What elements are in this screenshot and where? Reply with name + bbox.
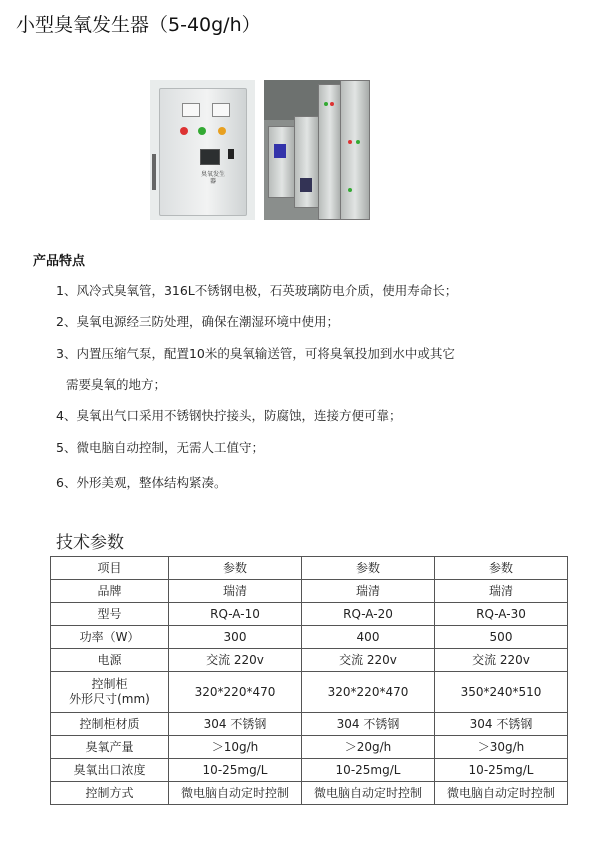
table-cell: 500 xyxy=(435,626,568,649)
ozone-generator-cabinet-photo xyxy=(150,80,255,220)
table-cell: 320*220*470 xyxy=(169,672,302,713)
table-row xyxy=(51,626,568,649)
table-cell: 微电脑自动定时控制 xyxy=(435,782,568,805)
table-cell: 300 xyxy=(169,626,302,649)
table-cell: 交流 220v xyxy=(302,649,435,672)
row-label-line: 控制柜 xyxy=(91,677,128,691)
indicator-lamp-icon xyxy=(356,140,360,144)
feature-item: 4、臭氧出气口采用不锈钢快拧接头，防腐蚀，连接方便可靠； xyxy=(56,408,402,423)
table-cell: 10-25mg/L xyxy=(302,759,435,782)
gauge-icon xyxy=(212,103,230,117)
header-cell: 参数 xyxy=(302,557,435,580)
table-cell: 瑞清 xyxy=(435,580,568,603)
feature-item: 2、臭氧电源经三防处理，确保在潮湿环境中使用； xyxy=(56,314,339,329)
table-cell: 微电脑自动定时控制 xyxy=(169,782,302,805)
table-row xyxy=(51,759,568,782)
gauge-icon xyxy=(182,103,200,117)
indicator-lamp-icon xyxy=(348,188,352,192)
table-cell: 交流 220v xyxy=(169,649,302,672)
feature-item: 需要臭氧的地方； xyxy=(66,377,167,392)
features-heading: 产品特点 xyxy=(33,254,86,269)
cabinet-unit xyxy=(340,80,370,220)
spec-heading: 技术参数 xyxy=(56,533,124,553)
feature-item: 1、风冷式臭氧管，316L不锈钢电极，石英玻璃防电介质，使用寿命长； xyxy=(56,283,458,298)
row-label: 臭氧出口浓度 xyxy=(51,759,169,782)
table-row xyxy=(51,603,568,626)
table-cell: 瑞清 xyxy=(169,580,302,603)
pipe-icon xyxy=(152,154,156,190)
feature-item: 5、微电脑自动控制，无需人工值守； xyxy=(56,440,264,455)
controller-display-icon xyxy=(200,149,220,165)
indicator-lamp-icon xyxy=(348,140,352,144)
control-cabinet xyxy=(159,88,247,216)
header-cell: 参数 xyxy=(169,557,302,580)
table-row xyxy=(51,782,568,805)
screen-icon xyxy=(274,144,286,158)
indicator-lamp-icon xyxy=(218,127,226,135)
cabinet-unit xyxy=(294,116,320,208)
table-cell: 瑞清 xyxy=(302,580,435,603)
row-label: 电源 xyxy=(51,649,169,672)
table-cell: ＞30g/h xyxy=(435,736,568,759)
table-cell: RQ-A-10 xyxy=(169,603,302,626)
row-label: 臭氧产量 xyxy=(51,736,169,759)
row-label-line: 外形尺寸(mm) xyxy=(69,692,150,706)
table-cell: ＞20g/h xyxy=(302,736,435,759)
warehouse-cabinets-photo xyxy=(264,80,370,220)
row-label: 品牌 xyxy=(51,580,169,603)
table-row xyxy=(51,672,568,713)
table-cell: 400 xyxy=(302,626,435,649)
screen-icon xyxy=(300,178,312,192)
table-row xyxy=(51,736,568,759)
row-label xyxy=(51,672,169,713)
feature-item: 3、内置压缩气泵，配置10米的臭氧输送管，可将臭氧投加到水中或其它 xyxy=(56,346,455,361)
table-cell: 350*240*510 xyxy=(435,672,568,713)
header-cell: 参数 xyxy=(435,557,568,580)
table-cell: 10-25mg/L xyxy=(169,759,302,782)
row-label: 控制方式 xyxy=(51,782,169,805)
indicator-lamp-icon xyxy=(324,102,328,106)
table-cell: 微电脑自动定时控制 xyxy=(302,782,435,805)
table-cell: 320*220*470 xyxy=(302,672,435,713)
table-cell: 304 不锈钢 xyxy=(169,713,302,736)
cabinet-label: 臭氧发生器 xyxy=(200,171,225,185)
table-row xyxy=(51,580,568,603)
header-cell: 项目 xyxy=(51,557,169,580)
table-cell: 304 不锈钢 xyxy=(435,713,568,736)
table-cell: ＞10g/h xyxy=(169,736,302,759)
cabinet-unit xyxy=(268,126,296,198)
indicator-lamp-icon xyxy=(330,102,334,106)
table-cell: 10-25mg/L xyxy=(435,759,568,782)
indicator-lamp-icon xyxy=(198,127,206,135)
page-title: 小型臭氧发生器（5-40g/h） xyxy=(16,14,261,36)
table-row xyxy=(51,713,568,736)
indicator-lamp-icon xyxy=(180,127,188,135)
row-label: 型号 xyxy=(51,603,169,626)
table-cell: RQ-A-20 xyxy=(302,603,435,626)
feature-item: 6、外形美观，整体结构紧凑。 xyxy=(56,475,227,490)
table-row xyxy=(51,649,568,672)
table-header-row xyxy=(51,557,568,580)
table-cell: RQ-A-30 xyxy=(435,603,568,626)
row-label: 功率（W） xyxy=(51,626,169,649)
row-label: 控制柜材质 xyxy=(51,713,169,736)
switch-icon xyxy=(228,149,234,159)
table-cell: 304 不锈钢 xyxy=(302,713,435,736)
table-cell: 交流 220v xyxy=(435,649,568,672)
spec-table xyxy=(50,556,568,805)
